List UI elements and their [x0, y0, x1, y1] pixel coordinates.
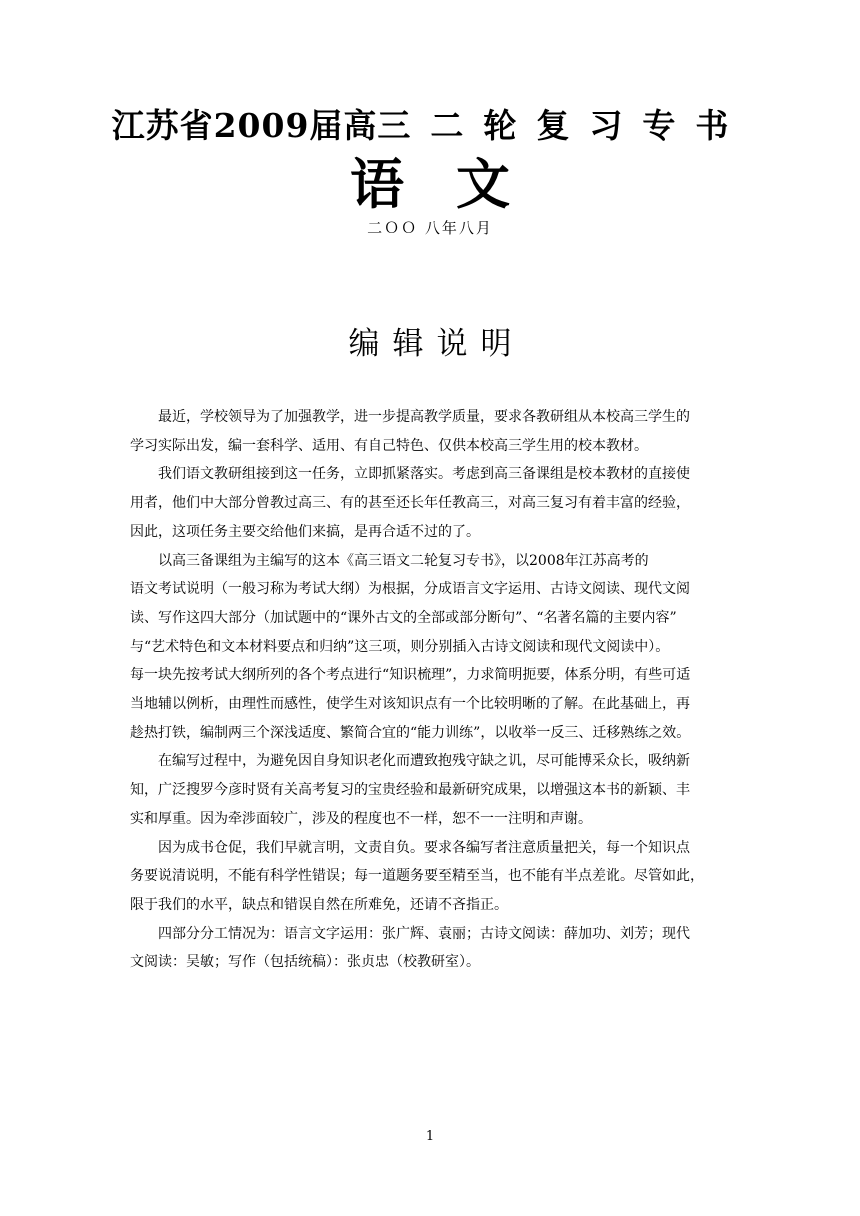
paragraph-line: 限于我们的水平，缺点和错误自然在所难免，还请不吝指正。 — [130, 896, 508, 913]
paragraph-line: 最近，学校领导为了加强教学，进一步提高教学质量，要求各教研组从本校高三学生的 — [158, 409, 690, 425]
book-title-prefix: 江苏省2009届高 — [111, 106, 378, 145]
paragraph-line: 学习实际出发，编一套科学、适用、有自己特色、仅供本校高三学生用的校本教材。 — [130, 437, 648, 454]
paragraph-line: 四部分分工情况为：语言文字运用：张广辉、袁丽；古诗文阅读：薛加功、刘芳；现代 — [158, 925, 690, 942]
paragraph — [130, 920, 732, 977]
paragraph-line: 当地辅以例析，由理性而感性，使学生对该知识点有一个比较明晰的了解。在此基础上，再 — [130, 696, 690, 713]
paragraph — [130, 403, 732, 460]
book-title — [0, 104, 860, 148]
paragraph-line: 实和厚重。因为牵涉面较广，涉及的程度也不一样，恕不一一注明和声谢。 — [130, 810, 592, 827]
paragraph-line: 我们语文教研组接到这一任务，立即抓紧落实。考虑到高三备课组是校本教材的直接使 — [158, 466, 690, 483]
publication-date: 二ＯＯ 八年八月 — [367, 219, 493, 237]
paragraph-line: 用者，他们中大部分曾教过高三、有的甚至还长年任教高三，对高三复习有着丰富的经验， — [130, 495, 690, 512]
paragraph — [130, 547, 732, 748]
paragraph-line: 趁热打铁，编制两三个深浅适度、繁简合宜的“能力训练”，以收举一反三、迁移熟练之效。 — [130, 724, 691, 741]
paragraph-line: 以高三备课组为主编写的这本《高三语文二轮复习专书》，以2008年江苏高考的 — [158, 552, 649, 569]
paragraph-line: 读、写作这四大部分（加试题中的“课外古文的全部或部分断句”、“名著名篇的主要内容” — [130, 609, 677, 626]
section-heading: 编辑说明 — [348, 326, 525, 362]
page-number: 1 — [425, 1129, 435, 1144]
paragraph-line: 与“艺术特色和文本材料要点和归纳”这三项，则分别插入古诗文阅读和现代文阅读中）。 — [130, 638, 670, 655]
paragraph-line: 文阅读：吴敏；写作（包括统稿）：张贞忠（校教研室）。 — [130, 954, 480, 971]
book-title-spaced: 三二轮复习专书 — [377, 106, 749, 145]
paragraph-line: 语文考试说明（一般习称为考试大纲）为根据，分成语言文字运用、古诗文阅读、现代文阅 — [130, 581, 690, 598]
paragraph-line: 因此，这项任务主要交给他们来搞，是再合适不过的了。 — [130, 523, 480, 540]
paragraph — [130, 460, 732, 546]
paragraph — [130, 834, 732, 920]
paragraph-line: 知，广泛搜罗今彦时贤有关高考复习的宝贵经验和最新研究成果，以增强这本书的新颖、丰 — [130, 782, 690, 799]
paragraph — [130, 747, 732, 833]
editorial-body — [130, 403, 732, 977]
paragraph-line: 务要说清说明，不能有科学性错误；每一道题务要至精至当，也不能有半点差讹。尽管如此， — [130, 868, 704, 885]
paragraph-line: 因为成书仓促，我们早就言明，文责自负。要求各编写者注意质量把关，每一个知识点 — [158, 839, 690, 856]
paragraph-line: 在编写过程中，为避免因自身知识老化而遭致抱残守缺之讥，尽可能博采众长，吸纳新 — [158, 753, 690, 770]
paragraph-line: 每一块先按考试大纲所列的各个考点进行“知识梳理”，力求简明扼要，体系分明，有些可适 — [130, 667, 691, 684]
subject-title: 语文 — [350, 153, 562, 216]
